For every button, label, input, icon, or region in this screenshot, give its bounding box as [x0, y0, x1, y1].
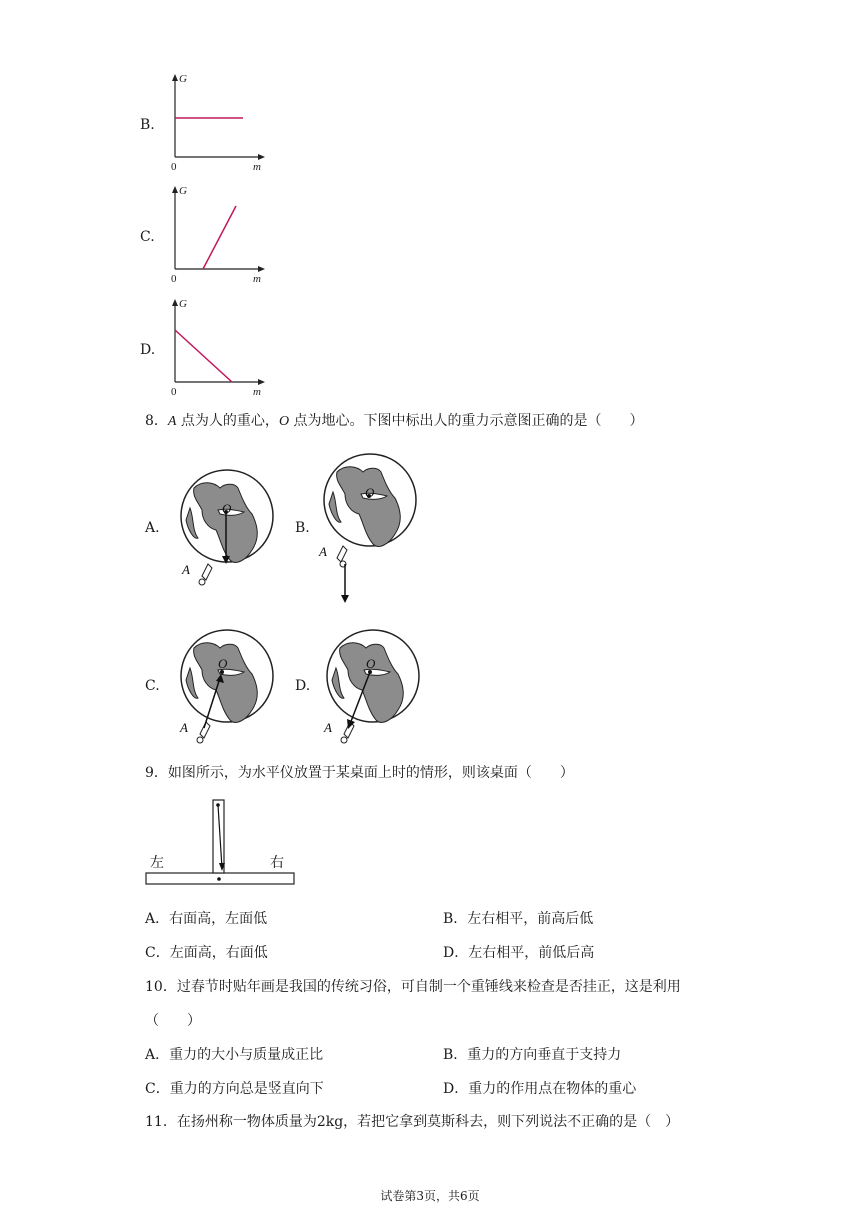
left-label: 左 [150, 855, 164, 871]
graph-option-b [140, 72, 270, 172]
page-footer: 试卷第3页，共6页 [380, 1189, 480, 1203]
option-label: D. [140, 342, 156, 358]
question-10-line1: 10．过春节时贴年画是我国的传统习俗，可自制一个重锤线来检查是否挂正，这是利用 [145, 979, 681, 995]
q9-choice-d[interactable]: D．左右相平，前低后高 [443, 945, 595, 961]
question-11: 11．在扬州称一物体质量为2kg，若把它拿到莫斯科去，则下列说法不正确的是（ ） [145, 1114, 680, 1130]
g-line [203, 206, 236, 269]
person-a-label: A [182, 562, 190, 577]
y-axis-label: G [179, 185, 187, 197]
q8-option-d-label: D. [295, 678, 311, 694]
right-label: 右 [270, 855, 284, 871]
q8-option-b-label: B. [295, 520, 310, 536]
x-axis-label: m [253, 273, 261, 284]
q8-option-a-label: A. [145, 520, 160, 536]
earth-figure-c [172, 628, 292, 753]
x-axis-label: m [253, 386, 261, 397]
q9-choice-c[interactable]: C．左面高，右面低 [145, 945, 268, 961]
earth-figure-a [172, 468, 292, 593]
center-o-label: O [222, 501, 232, 516]
graph-option-c [140, 184, 270, 284]
question-9: 9．如图所示，为水平仪放置于某桌面上时的情形，则该桌面（ ） [145, 765, 574, 781]
center-o-label: O [365, 485, 375, 500]
option-label: C. [140, 229, 155, 245]
g-vs-m-graph [165, 72, 270, 172]
q10-choice-c[interactable]: C．重力的方向总是竖直向下 [145, 1081, 324, 1097]
q9-choice-a[interactable]: A．右面高，左面低 [145, 911, 268, 927]
q8-option-c-label: C. [145, 678, 160, 694]
origin-label: 0 [171, 386, 177, 397]
option-label: B. [140, 117, 155, 133]
g-vs-m-graph [165, 184, 270, 284]
earth-figure-b [315, 452, 435, 607]
question-8: 8．A 点为人的重心，O 点为地心。下图中标出人的重力示意图正确的是（ ） [145, 413, 644, 429]
origin-label: 0 [171, 273, 177, 284]
q10-choice-b[interactable]: B．重力的方向垂直于支持力 [443, 1047, 622, 1063]
center-o-label: O [218, 656, 228, 671]
person-a-label: A [319, 544, 327, 559]
question-10-line2: （ ） [145, 1013, 201, 1029]
q10-choice-a[interactable]: A．重力的大小与质量成正比 [145, 1047, 324, 1063]
y-axis-label: G [179, 298, 187, 310]
spirit-level-figure [140, 795, 305, 890]
g-vs-m-graph [165, 297, 270, 397]
x-axis-label: m [253, 161, 261, 172]
q9-choice-b[interactable]: B．左右相平，前高后低 [443, 911, 594, 927]
graph-option-d [140, 297, 270, 397]
center-o-label: O [366, 656, 376, 671]
person-a-label: A [324, 720, 332, 735]
earth-figure-d [318, 628, 438, 753]
g-line [175, 330, 232, 382]
q10-choice-d[interactable]: D．重力的作用点在物体的重心 [443, 1081, 637, 1097]
origin-label: 0 [171, 161, 177, 172]
person-a-label: A [180, 720, 188, 735]
y-axis-label: G [179, 73, 187, 85]
